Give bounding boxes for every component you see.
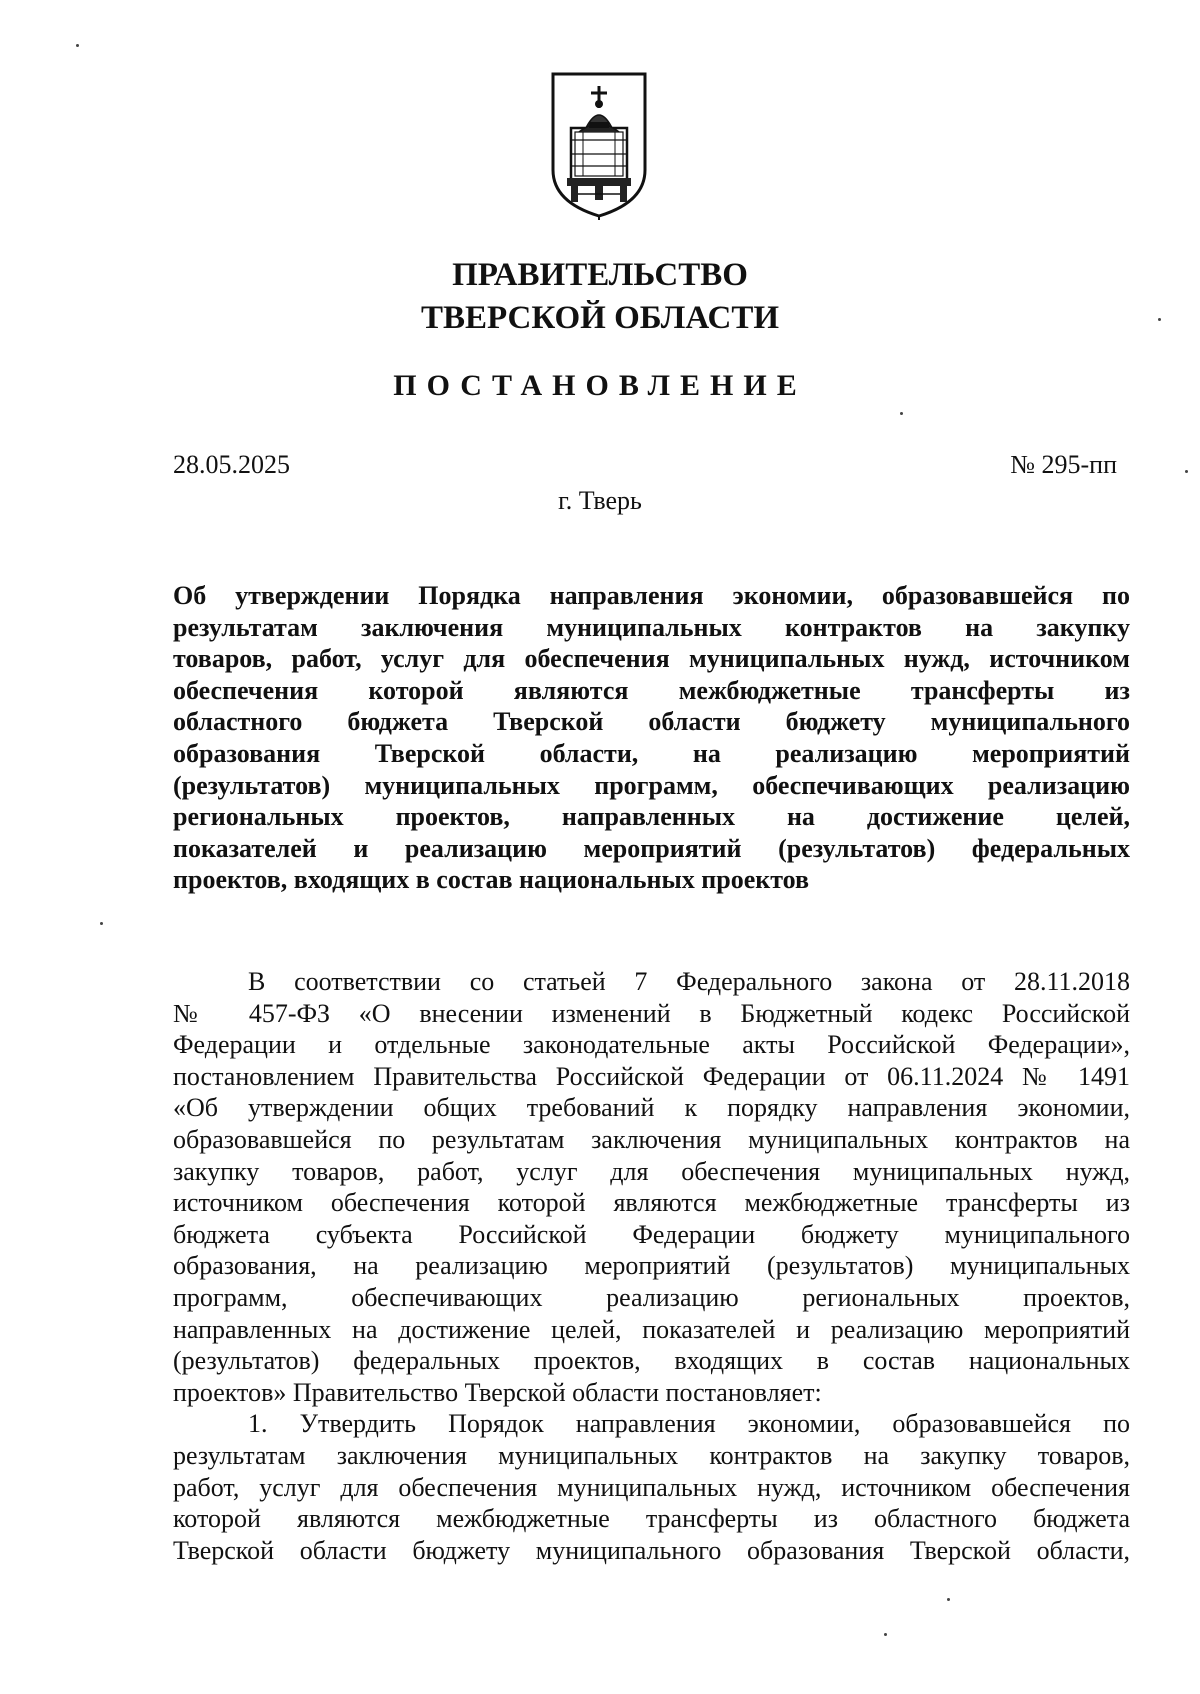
subject-line: региональных проектов, направленных на достижение целей,	[173, 802, 1130, 832]
item-1-line: результатам заключения муниципальных контрактов на закупку товаров,	[173, 1440, 1130, 1470]
subject-line: областного бюджета Тверской области бюджету муниципального	[173, 707, 1130, 737]
preamble-line: Федерации и отдельные законодательные акты Российской Федерации»,	[173, 1030, 1130, 1060]
coat-of-arms-emblem	[549, 70, 649, 222]
subject-line: показателей и реализацию мероприятий (результатов) федеральных	[173, 833, 1130, 863]
document-city: г. Тверь	[558, 486, 642, 515]
preamble-line: проектов» Правительство Тверской области постановляет:	[173, 1377, 822, 1407]
document-body	[173, 966, 1130, 1566]
document-subject	[173, 580, 1130, 896]
preamble-line: (результатов) федеральных проектов, входящих в состав национальных	[173, 1346, 1130, 1376]
subject-line: товаров, работ, услуг для обеспечения муниципальных нужд, источником	[173, 644, 1130, 674]
preamble-line: № 457-ФЗ «О внесении изменений в Бюджетный кодекс Российской	[173, 998, 1130, 1028]
preamble-line: программ, обеспечивающих реализацию региональных проектов,	[173, 1282, 1130, 1312]
item-1-line: работ, услуг для обеспечения муниципальных нужд, источником обеспечения	[173, 1472, 1130, 1502]
preamble-line: источником обеспечения которой являются межбюджетные трансферты из	[173, 1188, 1130, 1218]
scan-speck	[100, 922, 103, 925]
scan-speck	[947, 1598, 950, 1601]
document-number: № 295-пп	[1010, 450, 1117, 479]
preamble-line: закупку товаров, работ, услуг для обеспечения муниципальных нужд,	[173, 1156, 1130, 1186]
scan-speck	[1158, 318, 1161, 321]
subject-line: Об утверждении Порядка направления экономии, образовавшейся по	[173, 581, 1130, 610]
item-1-line: Тверской области бюджету муниципального образования Тверской области,	[173, 1535, 1130, 1565]
preamble-line: образовавшейся по результатам заключения муниципальных контрактов на	[173, 1124, 1130, 1154]
preamble-line: В соответствии со статьей 7 Федерального закона от 28.11.2018	[248, 967, 1130, 996]
subject-line: обеспечения которой являются межбюджетные трансферты из	[173, 675, 1130, 705]
preamble-line: «Об утверждении общих требований к порядку направления экономии,	[173, 1093, 1130, 1123]
scan-speck	[1185, 470, 1188, 473]
subject-line: проектов, входящих в состав национальных проектов	[173, 865, 810, 895]
scan-speck	[76, 44, 79, 47]
organization-name-line-1: ПРАВИТЕЛЬСТВО	[452, 257, 748, 293]
preamble-line: бюджета субъекта Российской Федерации бюджету муниципального	[173, 1219, 1130, 1249]
subject-line: (результатов) муниципальных программ, обеспечивающих реализацию	[173, 770, 1130, 800]
preamble-line: образования, на реализацию мероприятий (результатов) муниципальных	[173, 1251, 1130, 1281]
preamble-line: постановлением Правительства Российской Федерации от 06.11.2024 № 1491	[173, 1061, 1130, 1091]
item-1-line: 1. Утвердить Порядок направления экономии, образовавшейся по	[248, 1409, 1130, 1439]
organization-name-line-2: ТВЕРСКОЙ ОБЛАСТИ	[420, 300, 780, 336]
item-1-line: которой являются межбюджетные трансферты из областного бюджета	[173, 1504, 1130, 1534]
scan-speck	[884, 1633, 887, 1636]
document-date: 28.05.2025	[173, 450, 290, 479]
document-type-title: ПОСТАНОВЛЕНИЕ	[393, 369, 807, 402]
preamble-line: направленных на достижение целей, показателей и реализацию мероприятий	[173, 1314, 1130, 1344]
subject-line: результатам заключения муниципальных контрактов на закупку	[173, 612, 1130, 642]
scan-speck	[900, 412, 903, 415]
subject-line: образования Тверской области, на реализацию мероприятий	[173, 738, 1130, 768]
